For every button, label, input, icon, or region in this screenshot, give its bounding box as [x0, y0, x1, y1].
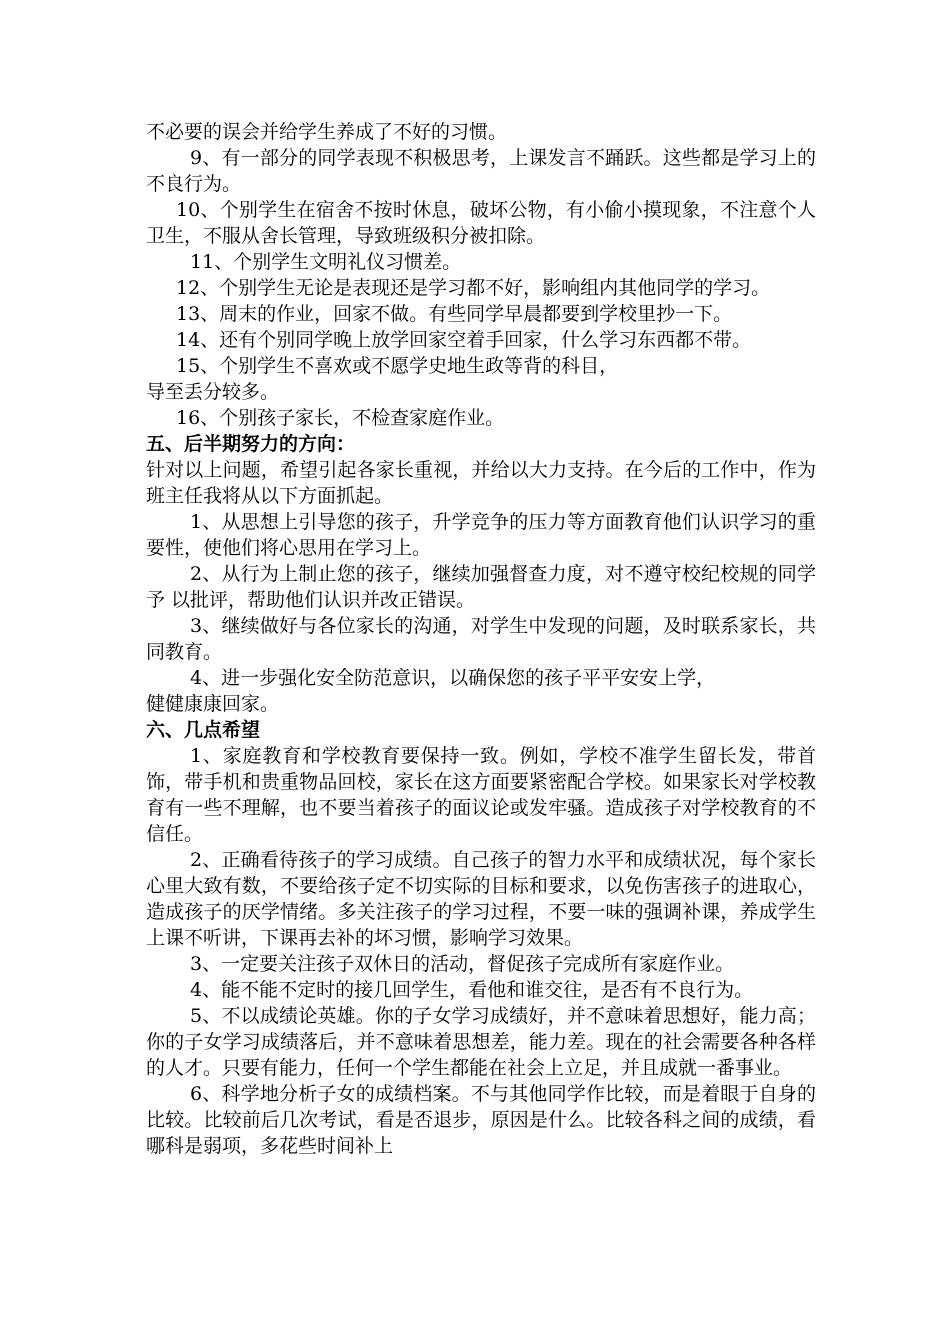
- section-5-item-1: 1、从思想上引导您的孩子，升学竞争的压力等方面教育他们认识学习的重要性，使他们将心思用在学习上。: [146, 511, 816, 559]
- document-page: [146, 119, 816, 1159]
- list-item-10: 10、个别学生在宿舍不按时休息，破坏公物，有小偷小摸现象，不注意个人卫生，不服从舍长管理，导致班级积分被扣除。: [146, 199, 816, 247]
- list-item-12: 12、个别学生无论是表现还是学习都不好，影响组内其他同学的学习。: [176, 277, 771, 299]
- list-item-15: 15、个别学生不喜欢或不愿学史地生政等背的科目，: [176, 355, 619, 377]
- section-5-item-4: 4、进一步强化安全防范意识，以确保您的孩子平平安安上学，: [190, 667, 716, 689]
- list-item-9: 9、有一部分的同学表现不积极思考，上课发言不踊跃。这些都是学习上的不良行为。: [146, 147, 816, 195]
- section-5-intro: 针对以上问题，希望引起各家长重视，并给以大力支持。在今后的工作中，作为班主任我将从以下方面抓起。: [146, 459, 816, 507]
- list-item-14: 14、还有个别同学晚上放学回家空着手回家，什么学习东西都不带。: [176, 329, 752, 351]
- section-6-item-4: 4、能不能不定时的接几回学生，看他和谁交往，是否有不良行为。: [190, 979, 754, 1001]
- section-6-heading: 六、几点希望: [146, 719, 261, 741]
- list-item-15-continuation: 导至丢分较多。: [146, 381, 280, 403]
- list-item-11: 11、个别学生文明礼仪习惯差。: [190, 251, 462, 273]
- section-5-item-4-continuation: 健健康康回家。: [146, 693, 280, 715]
- section-5-item-3: 3、继续做好与各位家长的沟通，对学生中发现的问题，及时联系家长，共同教育。: [146, 615, 816, 663]
- section-6-item-6: 6、科学地分析子女的成绩档案。不与其他同学作比较，而是着眼于自身的比较。比较前后几次考试，看是否退步，原因是什么。比较各科之间的成绩，看哪科是弱项，多花些时间补上: [146, 1083, 816, 1157]
- section-5-heading: 五、后半期努力的方向：: [146, 433, 356, 455]
- paragraph-continuation: 不必要的误会并给学生养成了不好的习惯。: [146, 121, 508, 143]
- list-item-13: 13、周末的作业，回家不做。有些同学早晨都要到学校里抄一下。: [176, 303, 733, 325]
- list-item-16: 16、个别孩子家长，不检查家庭作业。: [176, 407, 505, 429]
- section-6-item-2: 2、正确看待孩子的学习成绩。自己孩子的智力水平和成绩状况，每个家长心里大致有数，不要给孩子定不切实际的目标和要求，以免伤害孩子的进取心，造成孩子的厌学情绪。多关注孩子的学习过程，不要一味的强调补课，养成学生上课不听讲，下课再去补的坏习惯，影响学习效果。: [146, 849, 816, 949]
- section-6-item-1: 1、家庭教育和学校教育要保持一致。例如，学校不准学生留长发，带首饰，带手机和贵重物品回校，家长在这方面要紧密配合学校。如果家长对学校教育有一些不理解，也不要当着孩子的面议论或发牢骚。造成孩子对学校教育的不信任。: [146, 745, 816, 845]
- section-5-item-2: 2、从行为上制止您的孩子，继续加强督查力度，对不遵守校纪校规的同学予 以批评，帮助他们认识并改正错误。: [146, 563, 816, 611]
- section-6-item-5: 5、不以成绩论英雄。你的子女学习成绩好，并不意味着思想好，能力高；你的子女学习成绩落后，并不意味着思想差，能力差。现在的社会需要各种各样的人才。只要有能力，任何一个学生都能在社会上立足，并且成就一番事业。: [146, 1005, 816, 1079]
- section-6-item-3: 3、一定要关注孩子双休日的活动，督促孩子完成所有家庭作业。: [190, 953, 735, 975]
